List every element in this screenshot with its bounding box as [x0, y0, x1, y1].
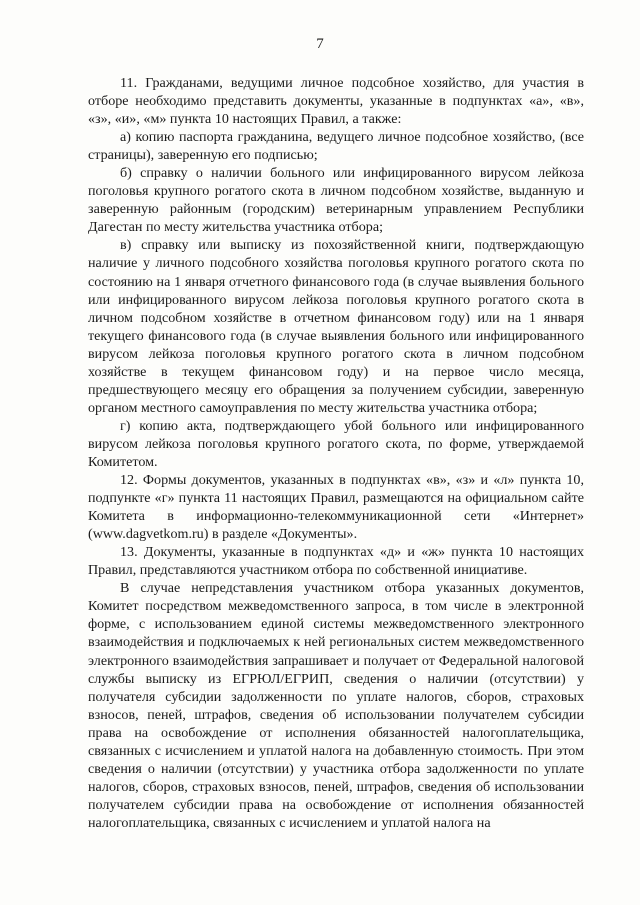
paragraph-13: 13. Документы, указанные в подпунктах «д» и «ж» пункта 10 настоящих Правил, представляются участником отбора по собственной инициативе.	[88, 544, 584, 579]
paragraph-12: 12. Формы документов, указанных в подпунктах «в», «з» и «л» пункта 10, подпункте «г» пункта 11 настоящих Правил, размещаются на официальном сайте Комитета в информационно-телекоммуникационной сети «Интернет» (www.dagvetkom.ru) в разделе «Документы».	[88, 472, 584, 543]
document-body	[88, 74, 584, 832]
paragraph-11: 11. Гражданами, ведущими личное подсобное хозяйство, для участия в отборе необходимо представить документы, указанные в подпунктах «а», «в», «з», «и», «м» пункта 10 настоящих Правил, а также:	[88, 75, 584, 128]
paragraph-11-a: а) копию паспорта гражданина, ведущего личное подсобное хозяйство, (все страницы), заверенную его подписью;	[88, 129, 584, 164]
paragraph-11-g: г) копию акта, подтверждающего убой больного или инфицированного вирусом лейкоза поголовья крупного рогатого скота, по форме, утверждаемой Комитетом.	[88, 417, 584, 470]
page-number: 7	[316, 36, 324, 52]
paragraph-13-continued: В случае непредставления участником отбора указанных документов, Комитет посредством межведомственного запроса, в том числе в электронной форме, с использованием единой системы межведомственного электронного взаимодействия и подключаемых к ней региональных систем межведомственного электронного взаимодействия запрашивает и получает от Федеральной налоговой службы выписку из ЕГРЮЛ/ЕГРИП, сведения о наличии (отсутствии) у получателя субсидии задолженности по уплате налогов, сборов, страховых взносов, пеней, штрафов, сведения об использовании получателем субсидии права на освобождение от исполнения обязанностей налогоплательщика, связанных с исчислением и уплатой налога на добавленную стоимость. При этом сведения о наличии (отсутствии) у участника отбора задолженности по уплате налогов, сборов, страховых взносов, пеней, штрафов, сведения об использовании получателем субсидии права на освобождение от исполнения обязанностей налогоплательщика, связанных с исчислением и уплатой налога на	[88, 580, 584, 831]
paragraph-11-b: б) справку о наличии больного или инфицированного вирусом лейкоза поголовья крупного рогатого скота в личном подсобном хозяйстве, выданную и заверенную районным (городским) ветеринарным управлением Республики Дагестан по месту жительства участника отбора;	[88, 165, 584, 236]
paragraph-11-v: в) справку или выписку из похозяйственной книги, подтверждающую наличие у личного подсобного хозяйства поголовья крупного рогатого скота по состоянию на 1 января отчетного финансового года (в случае выявления больного или инфицированного вирусом лейкоза поголовья крупного рогатого скота в личном подсобном хозяйстве в отчетном финансовом году) или на 1 января текущего финансового года (в случае выявления больного или инфицированного вирусом лейкоза поголовья крупного рогатого скота в личном подсобном хозяйстве в текущем финансовом году) и на первое число месяца, предшествующего месяцу его обращения за получением субсидии, заверенную органом местного самоуправления по месту жительства участника отбора;	[88, 237, 584, 416]
